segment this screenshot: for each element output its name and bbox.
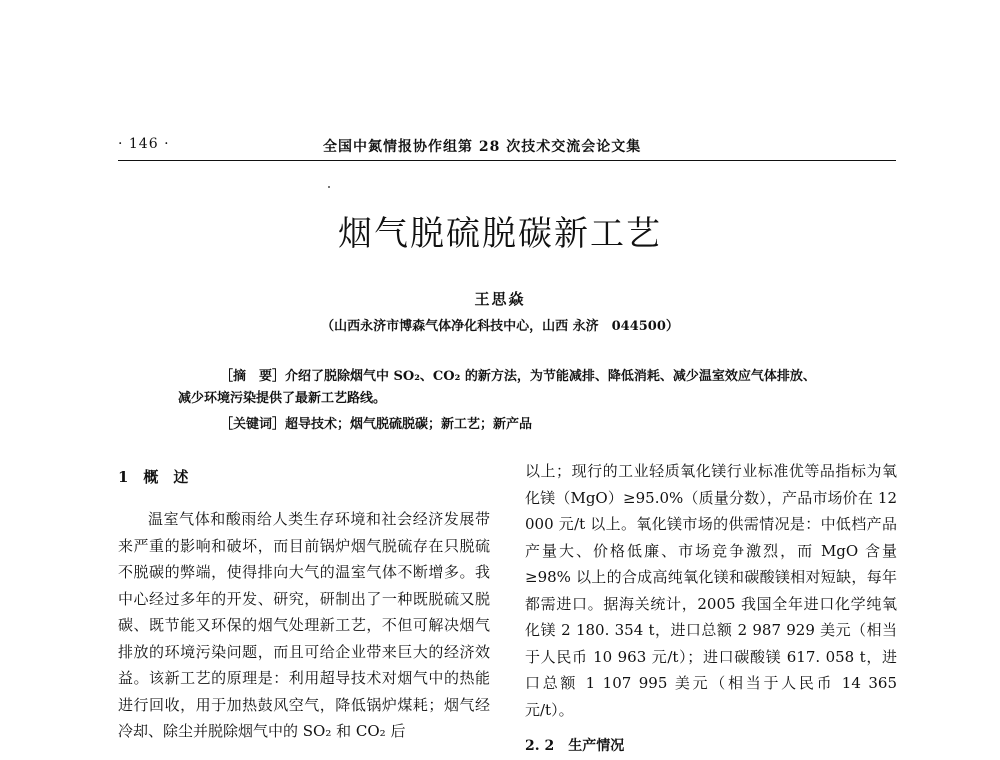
keywords: ［关键词］超导技术；烟气脱硫脱碳；新工艺；新产品 [220, 417, 533, 432]
header-rule [118, 160, 896, 161]
stray-dot [328, 186, 330, 188]
journal-title: 全国中氮情报协作组第 28 次技术交流会论文集 [323, 139, 642, 155]
page-number: · 146 · [118, 136, 170, 152]
section-1-paragraph: 温室气体和酸雨给人类生存环境和社会经济发展带来严重的影响和破坏，而目前锅炉烟气脱硫存在只脱硫不脱碳的弊端，使得排向大气的温室气体不断增多。我中心经过多年的开发、研究，研制出了一种既脱硫又脱碳、既节能又环保的烟气处理新工艺，不但可解决烟气排放的环境污染问题，而且可给企业带来巨大的经济效益。该新工艺的原理是：利用超导技术对烟气中的热能进行回收，用于加热鼓风空气，降低锅炉煤耗；烟气经冷却、除尘并脱除烟气中的 SO₂ 和 CO₂ 后 [118, 510, 490, 740]
right-column-paragraph: 以上；现行的工业轻质氧化镁行业标准优等品指标为氧化镁（MgO）≥95.0%（质量分数），产品市场价在 12 000 元/t 以上。氧化镁市场的供需情况是：中低档产品产量大、价格低廉、市场竞争激烈，而 MgO 含量≥98% 以上的合成高纯氧化镁和碳酸镁相对短缺，每年都需进口。据海关统计，2005 我国全年进口化学纯氧化镁 2 180. 354 t，进口总额 2 987 929 美元（相当于人民币 10 963 元/t）；进口碳酸镁 617. 058 t，进口总额 1 107 995 美元（相当于人民币 14 365 元/t）。 [525, 462, 897, 719]
author-name: 王思焱 [474, 290, 526, 308]
section-1-heading: 1 概 述 [118, 468, 189, 486]
paper-title: 烟气脱硫脱碳新工艺 [338, 214, 662, 254]
abstract: ［摘 要］介绍了脱除烟气中 SO₂、CO₂ 的新方法，为节能减排、降低消耗、减少温室效应气体排放、减少环境污染提供了最新工艺路线。 [178, 369, 816, 406]
subsection-2-2-heading: 2. 2 生产情况 [525, 738, 625, 754]
author-affiliation: （山西永济市博森气体净化科技中心，山西 永济 044500） [321, 319, 679, 334]
running-header [118, 136, 896, 158]
